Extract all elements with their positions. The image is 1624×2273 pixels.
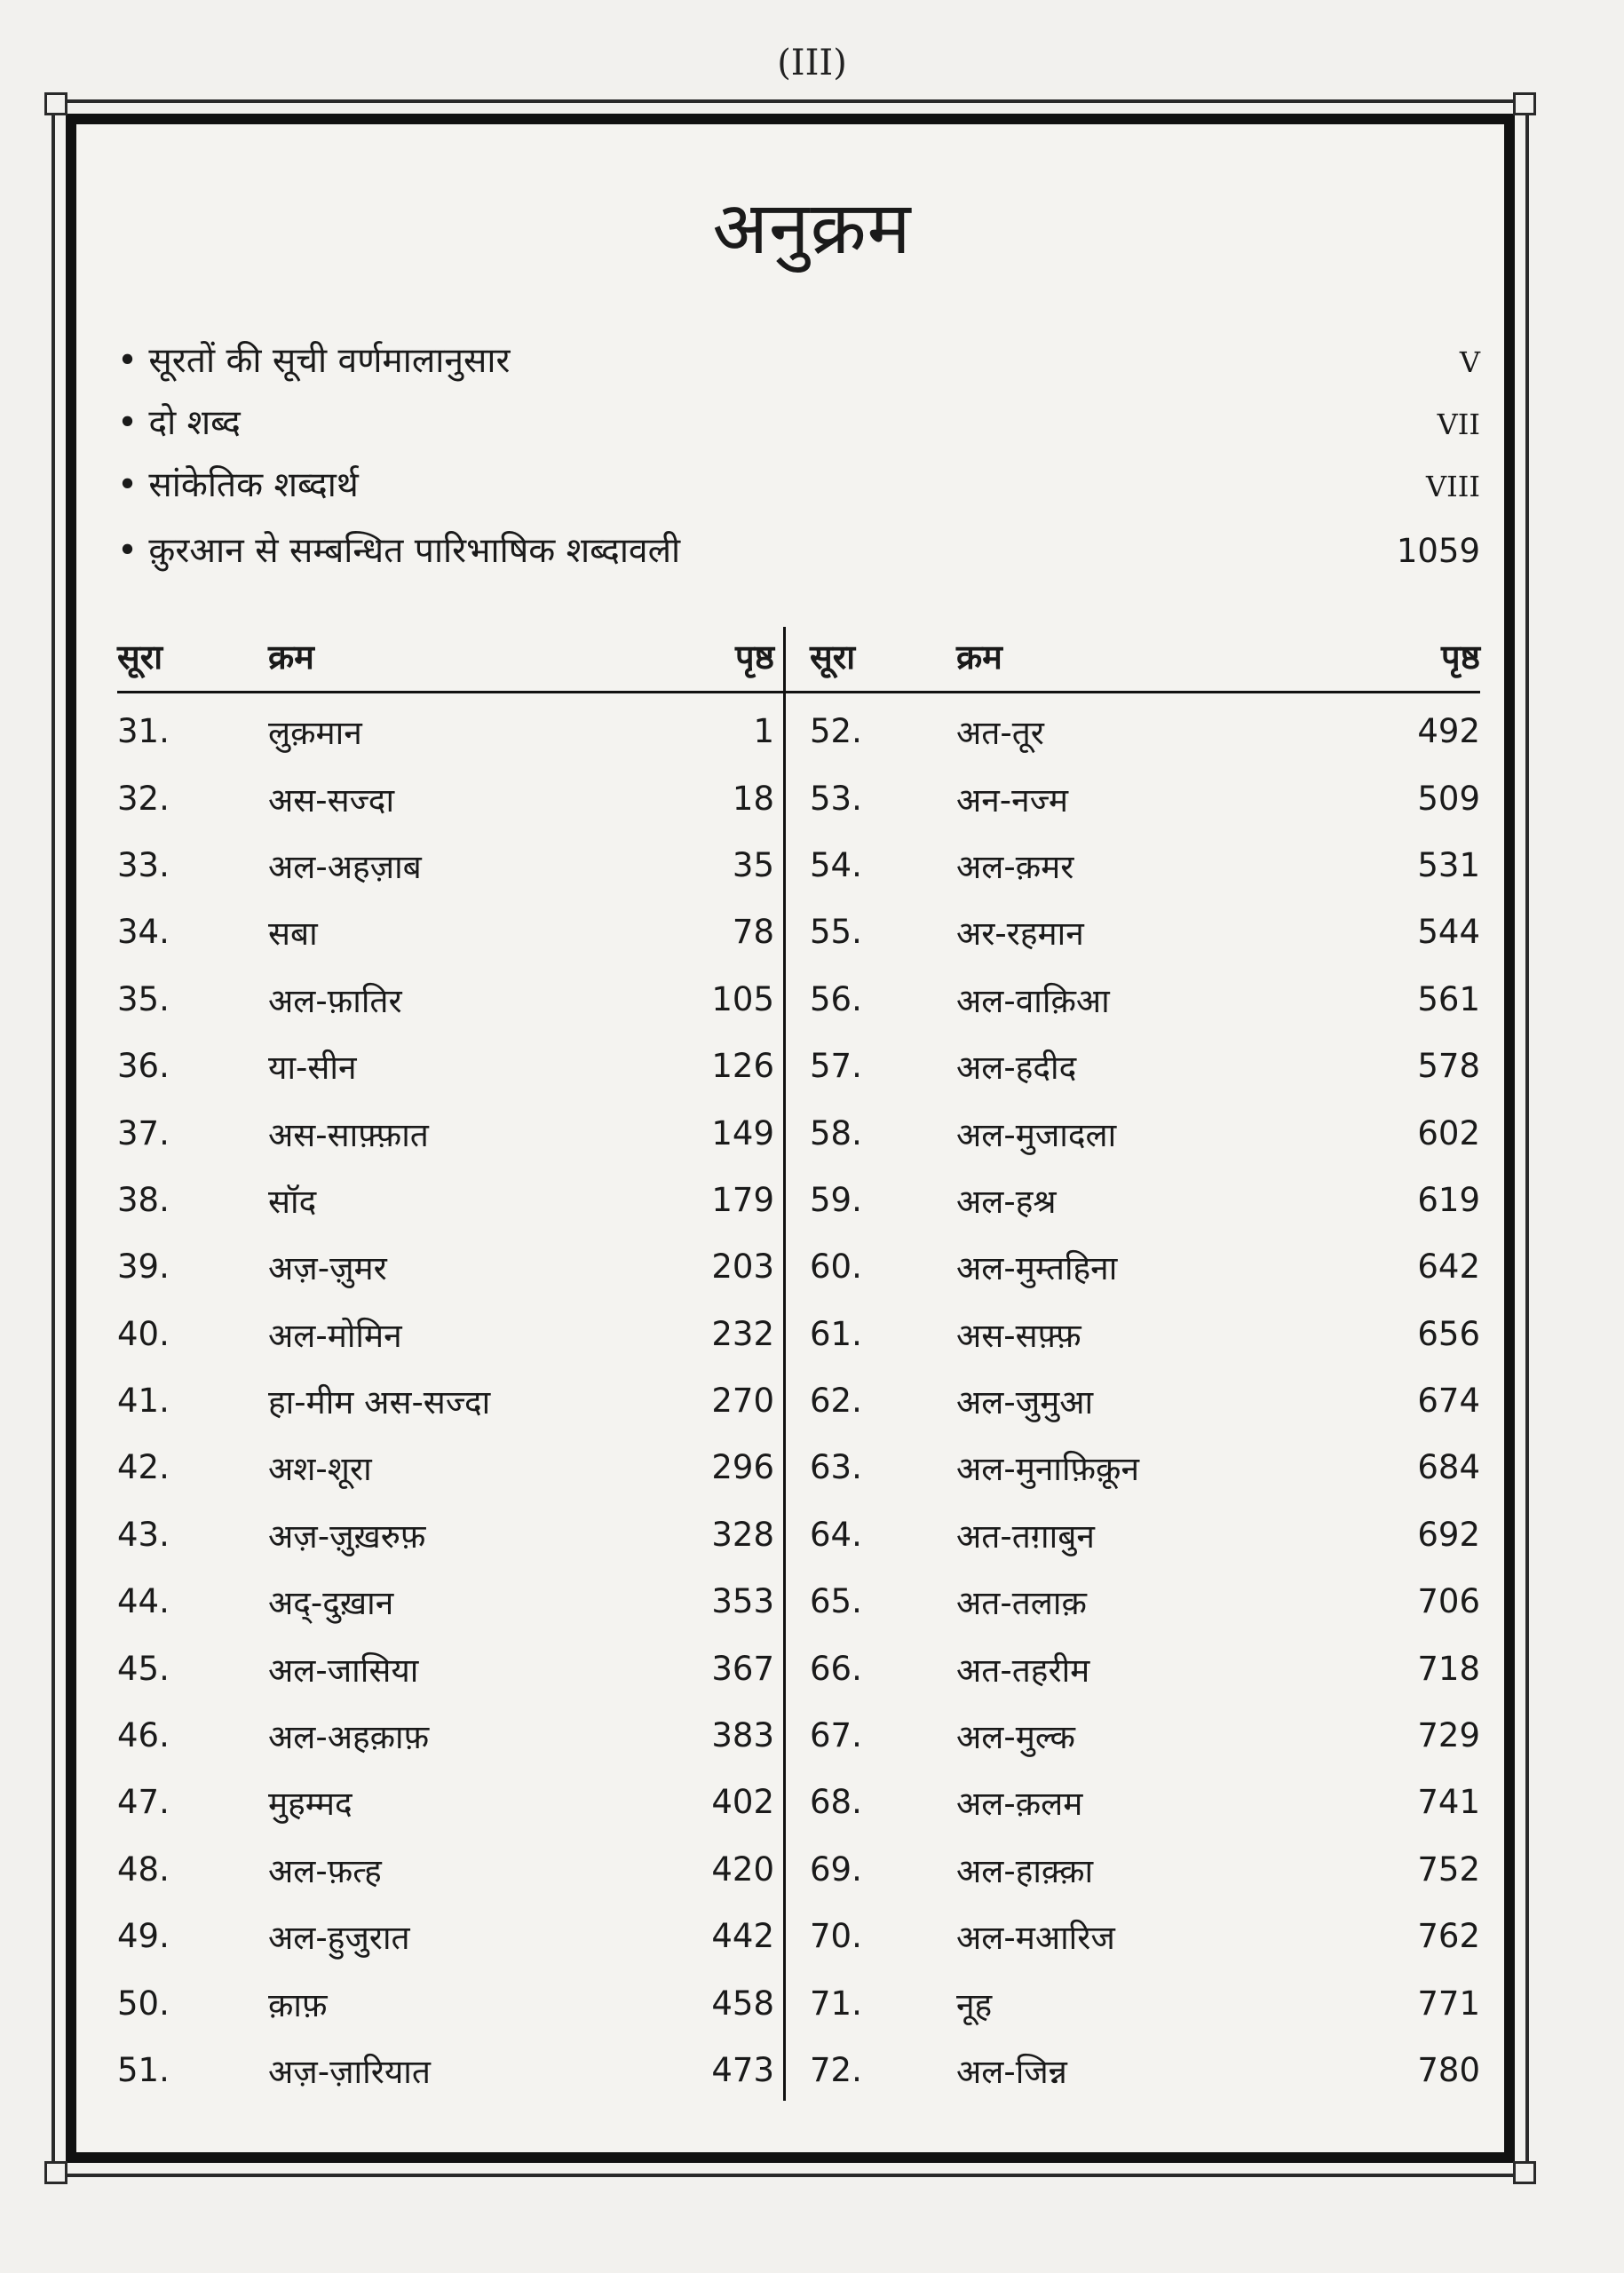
sura-name: अल-फ़ातिर	[268, 981, 402, 1020]
page-number-cell: 473	[711, 2051, 774, 2089]
sura-name: अस-सज्दा	[268, 780, 395, 820]
sura-name: हा-मीम अस-सज्दा	[268, 1383, 491, 1422]
intro-item-page: VIII	[1425, 470, 1480, 503]
intro-item-label: • दो शब्द	[117, 403, 241, 443]
page-number-cell: 1	[753, 712, 774, 751]
sura-name: अल-अहक़ाफ़	[268, 1718, 430, 1757]
page-number-cell: 718	[1417, 1649, 1480, 1688]
table-row	[117, 899, 774, 965]
table-row	[117, 1969, 774, 2036]
page-number-cell: 706	[1417, 1582, 1480, 1621]
table-row	[810, 1167, 1480, 1233]
sura-number: 63.	[810, 1448, 862, 1487]
sura-name: अत-तलाक़	[956, 1584, 1087, 1623]
sura-name: लुक़मान	[268, 714, 362, 753]
page-number-cell: 780	[1417, 2051, 1480, 2089]
sura-number: 70.	[810, 1917, 862, 1956]
sura-name: अल-हाक़्क़ा	[956, 1851, 1094, 1890]
sura-number: 49.	[117, 1917, 170, 1956]
sura-name: अस-साफ़्फ़ात	[268, 1115, 429, 1154]
page-number-cell: 232	[711, 1314, 774, 1353]
page-number: (III)	[777, 43, 847, 83]
header-sura: सूरा	[810, 638, 856, 677]
sura-number: 37.	[117, 1113, 170, 1152]
page-number-cell: 578	[1417, 1047, 1480, 1086]
intro-item-label: • क़ुरआन से सम्बन्धित पारिभाषिक शब्दावली	[117, 531, 681, 571]
sura-name: अन-नज्म	[956, 780, 1068, 820]
table-row	[117, 1099, 774, 1166]
sura-number: 42.	[117, 1448, 170, 1487]
table-row	[810, 832, 1480, 899]
sura-name: अल-मुम्तहिना	[956, 1249, 1118, 1288]
sura-number: 39.	[117, 1247, 170, 1287]
sura-number: 58.	[810, 1113, 862, 1152]
page-number-cell: 328	[711, 1515, 774, 1554]
sura-name: सॉद	[268, 1182, 317, 1221]
sura-number: 41.	[117, 1382, 170, 1421]
page-number-cell: 149	[711, 1113, 774, 1152]
table-row	[810, 1099, 1480, 1166]
sura-number: 54.	[810, 845, 862, 884]
sura-number: 62.	[810, 1382, 862, 1421]
page-number-cell: 619	[1417, 1180, 1480, 1219]
sura-number: 45.	[117, 1649, 170, 1688]
page-number-cell: 656	[1417, 1314, 1480, 1353]
sura-name: अल-मआरिज	[956, 1919, 1115, 1958]
table-row	[810, 1635, 1480, 1701]
page-number-cell: 762	[1417, 1917, 1480, 1956]
sura-number: 52.	[810, 712, 862, 751]
table-row	[117, 1367, 774, 1434]
intro-item-page: VII	[1437, 408, 1480, 441]
sura-number: 67.	[810, 1716, 862, 1755]
table-row	[810, 1702, 1480, 1769]
table-row	[810, 1233, 1480, 1300]
page-number-cell: 674	[1417, 1382, 1480, 1421]
page-number-cell: 402	[711, 1783, 774, 1822]
table-column-divider	[783, 627, 786, 2101]
sura-name: अल-जिन्न	[956, 2053, 1067, 2091]
table-row	[810, 1836, 1480, 1903]
table-row	[810, 1969, 1480, 2036]
sura-name: अत-तग़ाबुन	[956, 1517, 1095, 1556]
table-row	[117, 1167, 774, 1233]
sura-number: 65.	[810, 1582, 862, 1621]
sura-name: अल-मुनाफ़िक़ून	[956, 1450, 1140, 1489]
page-number-cell: 642	[1417, 1247, 1480, 1287]
table-row	[117, 832, 774, 899]
sura-name: अर-रहमान	[956, 915, 1084, 954]
toc-table-right	[810, 627, 1480, 2103]
sura-number: 31.	[117, 712, 170, 751]
intro-item-label: • सांकेतिक शब्दार्थ	[117, 465, 359, 505]
page-number-cell: 492	[1417, 712, 1480, 751]
table-row	[810, 1769, 1480, 1835]
table-row	[117, 1568, 774, 1635]
table-row	[810, 1568, 1480, 1635]
table-row	[810, 899, 1480, 965]
page-number-cell: 179	[711, 1180, 774, 1219]
page-number-cell: 531	[1417, 845, 1480, 884]
sura-number: 68.	[810, 1783, 862, 1822]
page-number-cell: 383	[711, 1716, 774, 1755]
page-number-cell: 442	[711, 1917, 774, 1956]
table-header	[810, 627, 1480, 685]
toc-rows	[117, 698, 774, 2103]
table-row	[117, 1635, 774, 1701]
table-row	[810, 1903, 1480, 1969]
page-number-cell: 729	[1417, 1716, 1480, 1755]
sura-number: 35.	[117, 979, 170, 1018]
table-row	[810, 1301, 1480, 1367]
table-row	[810, 698, 1480, 764]
table-row	[810, 764, 1480, 831]
intro-item	[117, 336, 1480, 383]
page-number-cell: 544	[1417, 913, 1480, 952]
sura-name: अत-तहरीम	[956, 1651, 1090, 1690]
sura-name: अस-सफ़्फ़	[956, 1316, 1081, 1355]
table-row	[117, 1702, 774, 1769]
page-title: अनुक्रम	[712, 186, 912, 271]
intro-item	[117, 526, 1480, 573]
toc-rows	[810, 698, 1480, 2103]
table-row	[810, 1434, 1480, 1501]
sura-number: 32.	[117, 779, 170, 818]
page-number-cell: 684	[1417, 1448, 1480, 1487]
table-row	[117, 1769, 774, 1835]
sura-name: अल-फ़त्ह	[268, 1851, 382, 1890]
page-number-cell: 105	[711, 979, 774, 1018]
corner-ornament-bottom-left	[44, 2161, 67, 2184]
header-sura: सूरा	[117, 638, 163, 677]
page-number-cell: 561	[1417, 979, 1480, 1018]
intro-item	[117, 460, 1480, 507]
sura-name: अल-अहज़ाब	[268, 847, 422, 886]
page-number-cell: 353	[711, 1582, 774, 1621]
page-number-cell: 18	[732, 779, 774, 818]
page-number-cell: 752	[1417, 1849, 1480, 1889]
header-page: पृष्ठ	[735, 638, 774, 677]
table-row	[117, 1434, 774, 1501]
table-row	[117, 966, 774, 1033]
sura-name: अल-मोमिन	[268, 1316, 402, 1355]
sura-number: 57.	[810, 1047, 862, 1086]
header-page: पृष्ठ	[1441, 638, 1480, 677]
table-row	[810, 2037, 1480, 2103]
sura-number: 64.	[810, 1515, 862, 1554]
sura-name: अल-मुजादला	[956, 1115, 1117, 1154]
sura-name: अल-हश्र	[956, 1182, 1057, 1221]
sura-name: अल-हदीद	[956, 1049, 1077, 1088]
page-number-cell: 270	[711, 1382, 774, 1421]
table-row	[117, 764, 774, 831]
sura-name: अल-क़मर	[956, 847, 1074, 886]
sura-number: 36.	[117, 1047, 170, 1086]
sura-number: 60.	[810, 1247, 862, 1287]
sura-number: 51.	[117, 2051, 170, 2089]
intro-item-label: • सूरतों की सूची वर्णमालानुसार	[117, 341, 511, 381]
sura-name: अल-हुजुरात	[268, 1919, 410, 1958]
sura-name: मुहम्मद	[268, 1785, 353, 1824]
page-number-cell: 420	[711, 1849, 774, 1889]
corner-ornament-top-right	[1513, 92, 1536, 115]
sura-number: 71.	[810, 1984, 862, 2023]
sura-number: 59.	[810, 1180, 862, 1219]
table-row	[117, 1301, 774, 1367]
table-row	[810, 966, 1480, 1033]
table-row	[117, 1233, 774, 1300]
sura-name: अज़-ज़ुख़रुफ़	[268, 1517, 426, 1556]
sura-name: अल-मुल्क	[956, 1718, 1075, 1757]
sura-name: अल-वाक़िआ	[956, 981, 1110, 1020]
table-row	[117, 1836, 774, 1903]
table-row	[810, 1367, 1480, 1434]
sura-name: अश-शूरा	[268, 1450, 372, 1489]
sura-number: 43.	[117, 1515, 170, 1554]
table-row	[117, 2037, 774, 2103]
sura-number: 56.	[810, 979, 862, 1018]
corner-ornament-bottom-right	[1513, 2161, 1536, 2184]
header-name: क्रम	[956, 638, 1002, 677]
sura-number: 44.	[117, 1582, 170, 1621]
sura-number: 50.	[117, 1984, 170, 2023]
toc-table-left	[117, 627, 774, 2103]
sura-name: सबा	[268, 915, 318, 954]
table-row	[117, 1903, 774, 1969]
page-number-cell: 741	[1417, 1783, 1480, 1822]
table-row	[810, 1033, 1480, 1099]
sura-number: 69.	[810, 1849, 862, 1889]
sura-number: 55.	[810, 913, 862, 952]
page-number-cell: 78	[732, 913, 774, 952]
sura-number: 61.	[810, 1314, 862, 1353]
sura-name: नूह	[956, 1985, 993, 2024]
page-number-cell: 509	[1417, 779, 1480, 818]
sura-number: 33.	[117, 845, 170, 884]
sura-name: अज़-ज़ारियात	[268, 2053, 431, 2091]
sura-name: अल-जासिया	[268, 1651, 419, 1690]
table-header	[117, 627, 774, 685]
sura-number: 38.	[117, 1180, 170, 1219]
sura-name: अल-जुमुआ	[956, 1383, 1094, 1422]
sura-name: क़ाफ़	[268, 1985, 328, 2024]
sura-name: या-सीन	[268, 1049, 357, 1088]
page-number-cell: 771	[1417, 1984, 1480, 2023]
header-name: क्रम	[268, 638, 314, 677]
page-number-cell: 458	[711, 1984, 774, 2023]
table-row	[117, 1501, 774, 1568]
page-number-cell: 203	[711, 1247, 774, 1287]
page-number-cell: 126	[711, 1047, 774, 1086]
sura-name: अद्-दुख़ान	[268, 1584, 394, 1623]
table-row	[117, 1033, 774, 1099]
table-row	[117, 698, 774, 764]
sura-number: 72.	[810, 2051, 862, 2089]
intro-item-page: 1059	[1396, 532, 1480, 570]
sura-name: अत-तूर	[956, 714, 1044, 753]
sura-number: 34.	[117, 913, 170, 952]
sura-number: 47.	[117, 1783, 170, 1822]
table-row	[810, 1501, 1480, 1568]
page-number-cell: 602	[1417, 1113, 1480, 1152]
intro-item	[117, 398, 1480, 445]
sura-name: अल-क़लम	[956, 1785, 1083, 1824]
intro-item-page: V	[1459, 345, 1480, 379]
page-number-cell: 296	[711, 1448, 774, 1487]
corner-ornament-top-left	[44, 92, 67, 115]
sura-number: 40.	[117, 1314, 170, 1353]
page-number-cell: 692	[1417, 1515, 1480, 1554]
sura-number: 66.	[810, 1649, 862, 1688]
sura-number: 53.	[810, 779, 862, 818]
page-number-cell: 35	[732, 845, 774, 884]
sura-number: 48.	[117, 1849, 170, 1889]
page-number-cell: 367	[711, 1649, 774, 1688]
sura-number: 46.	[117, 1716, 170, 1755]
sura-name: अज़-ज़ुमर	[268, 1249, 387, 1288]
